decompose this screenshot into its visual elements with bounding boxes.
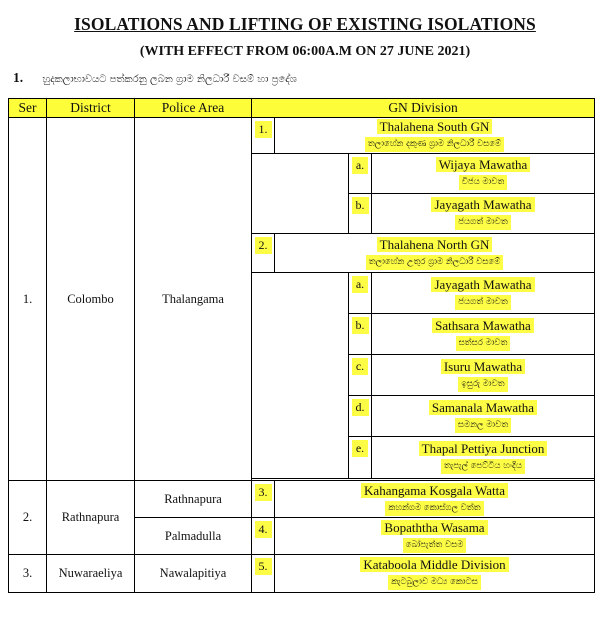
document-subtitle: (WITH EFFECT FROM 06:00A.M ON 27 JUNE 2021) [139, 44, 471, 59]
sub-letter: e. [352, 440, 368, 457]
ser-cell: 1. [9, 118, 47, 481]
gn-division-cell [275, 481, 595, 518]
gn-number-cell [252, 518, 275, 555]
gn-name-sinhala: තලාහේන උතුර ග්‍රාම නිලධාරී වසමේ [366, 255, 504, 270]
gn-division-cell [275, 118, 595, 154]
police-area-cell: Rathnapura [135, 481, 252, 518]
gn-number-cell [252, 555, 275, 593]
sub-letter: d. [352, 399, 369, 416]
sub-area-sinhala: ජයගත් මාවත [455, 215, 510, 230]
table-row [9, 481, 595, 518]
police-area-cell: Thalangama [135, 118, 252, 481]
gn-name-sinhala: කහන්ගම කොස්ගල වත්ත [385, 501, 483, 516]
sub-area-name: Thapal Pettiya Junction [419, 441, 548, 456]
gn-number: 4. [255, 521, 272, 538]
gn-number: 1. [255, 121, 272, 138]
sub-area-cell [372, 355, 595, 396]
gn-division-cell [275, 555, 595, 593]
sub-letter: c. [352, 358, 368, 375]
sub-letter: a. [352, 276, 368, 293]
sub-area-sinhala: විජය මාවත [459, 175, 508, 190]
header-district: District [47, 99, 135, 118]
sub-area-sinhala: සමනල මාවත [455, 418, 511, 433]
header-gn-division: GN Division [252, 99, 595, 118]
sub-letter-cell [349, 194, 372, 234]
sub-area-name: Samanala Mawatha [429, 400, 537, 415]
gn-name-sinhala: තලාහේන දකුණ ග්‍රාම නිලධාරී වසමේ [365, 137, 504, 152]
isolation-table [8, 98, 595, 593]
sub-letter-cell [349, 154, 372, 194]
sub-letter-cell [349, 314, 372, 355]
sub-area-cell [372, 396, 595, 437]
sub-area-name: Jayagath Mawatha [431, 197, 534, 212]
gn-number-cell [252, 234, 275, 273]
table-row [9, 118, 595, 154]
sub-letter: a. [352, 157, 368, 174]
gn-number-cell [252, 118, 275, 154]
section-heading [13, 70, 297, 86]
gn-name: Thalahena South GN [377, 119, 493, 134]
gn-number: 3. [255, 484, 272, 501]
header-police-area: Police Area [135, 99, 252, 118]
document-title: ISOLATIONS AND LIFTING OF EXISTING ISOLATIONS [74, 14, 536, 34]
gn-number-cell [252, 481, 275, 518]
sub-letter-cell [349, 437, 372, 479]
sub-letter-cell [349, 355, 372, 396]
sub-area-cell [372, 314, 595, 355]
gn-name: Kahangama Kosgala Watta [361, 483, 508, 498]
gn-number: 5. [255, 558, 272, 575]
sub-area-sinhala: ඉසුරු මාවත [458, 377, 507, 392]
sub-letter-cell [349, 273, 372, 314]
gn-name: Thalahena North GN [377, 237, 493, 252]
sub-letter: b. [352, 317, 369, 334]
sub-letter: b. [352, 197, 369, 214]
ser-cell: 2. [9, 481, 47, 555]
sub-letter-cell [349, 396, 372, 437]
gn-number: 2. [255, 237, 272, 254]
sub-area-name: Sathsara Mawatha [432, 318, 534, 333]
empty-cell [252, 273, 349, 479]
section-text: හුදකලාභාවයට පත්කරනු ලබන ග්‍රාම නිලධාරී වසම් හා ප්‍රදේශ [42, 74, 297, 85]
sub-area-cell [372, 437, 595, 479]
district-cell: Rathnapura [47, 481, 135, 555]
gn-name-sinhala: කැටබුලාව මධ්‍ය කොටස [388, 575, 481, 590]
empty-cell [252, 154, 349, 234]
gn-name: Kataboola Middle Division [360, 557, 508, 572]
sub-area-cell [372, 154, 595, 194]
gn-division-cell [275, 518, 595, 555]
table-row [9, 555, 595, 593]
table-header-row [9, 99, 595, 118]
police-area-cell: Palmadulla [135, 518, 252, 555]
sub-area-cell [372, 194, 595, 234]
ser-cell: 3. [9, 555, 47, 593]
header-ser: Ser [9, 99, 47, 118]
sub-area-cell [372, 273, 595, 314]
gn-name: Bopaththa Wasama [381, 520, 487, 535]
sub-area-name: Jayagath Mawatha [431, 277, 534, 292]
gn-division-cell [275, 234, 595, 273]
sub-area-name: Wijaya Mawatha [436, 157, 531, 172]
sub-area-sinhala: සත්සර මාවත [456, 336, 511, 351]
section-number: 1. [13, 70, 24, 85]
sub-area-sinhala: ජයගත් මාවත [455, 295, 510, 310]
police-area-cell: Nawalapitiya [135, 555, 252, 593]
district-cell: Nuwaraeliya [47, 555, 135, 593]
sub-area-name: Isuru Mawatha [441, 359, 525, 374]
sub-area-sinhala: තැපැල් පෙට්ටිය හංදිය [441, 459, 525, 474]
district-cell: Colombo [47, 118, 135, 481]
gn-name-sinhala: බෝපැත්ත වසම [403, 538, 467, 553]
